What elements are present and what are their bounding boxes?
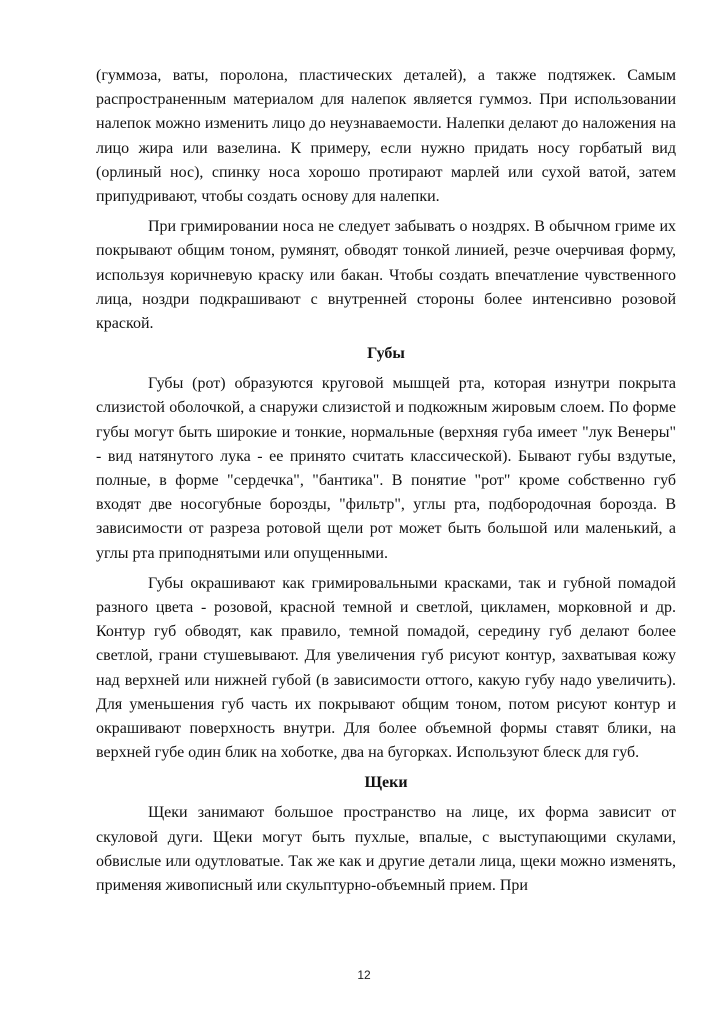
paragraph-lips-anatomy: Губы (рот) образуются круговой мышцей рта, которая изнутри покрыта слизистой оболочкой, а снаружи слизистой и подкожным жировым слоем. По форме губы могут быть широкие и тонкие, нормальные (верхняя губа имеет "лук Венеры" - вид натянутого лука - ее принято считать классической). Бывают губы вздутые, полные, в форме "сердечка", "бантика". В понятие "рот" кроме собственно губ входят две носогубные борозды, "фильтр", углы рта, подбородочная борозда. В зависимости от разреза ротовой щели рот может быть большой или маленький, а углы рта приподнятыми или опущенными.: [96, 375, 676, 562]
page-number: 12: [357, 968, 371, 982]
section-heading-cheeks: Щеки: [364, 774, 408, 792]
paragraph-lips-makeup: Губы окрашивают как гримировальными красками, так и губной помадой разного цвета - розовой, красной темной и светлой, цикламен, морковной и др. Контур губ обводят, как правило, темной помадой, середину губ делают более светлой, грани стушевывают. Для увеличения губ рисуют контур, захватывая кожу над верхней или нижней губой (в зависимости оттого, какую губу надо увеличить). Для уменьшения губ часть их покрывают общим тоном, потом рисуют контур и окрашивают поверхность внутри. Для более объемной формы ставят блики, на верхней губе один блик на хоботке, два на бугорках. Используют блеск для губ.: [96, 574, 676, 762]
page-body: [96, 64, 676, 898]
section-heading-lips: Губы: [367, 345, 405, 363]
paragraph-intro-continued: (гуммоза, ваты, поролона, пластических деталей), а также подтяжек. Самым распространенным материалом для налепок является гуммоз. При использовании налепок можно изменить лицо до неузнаваемости. Налепки делают до наложения на лицо жира или вазелина. К примеру, если нужно придать носу горбатый вид (орлиный нос), спинку носа хорошо протирают марлей или сухой ватой, затем припудривают, чтобы создать основу для налепки.: [96, 67, 676, 206]
paragraph-nostrils: При гримировании носа не следует забывать о ноздрях. В обычном гриме их покрывают общим тоном, румянят, обводят тонкой линией, резче очерчивая форму, используя коричневую краску или бакан. Чтобы создать впечатление чувственного лица, ноздри подкрашивают с внутренней стороны более интенсивно розовой краской.: [96, 218, 676, 333]
paragraph-cheeks: Щеки занимают большое пространство на лице, их форма зависит от скуловой дуги. Щеки могут быть пухлые, впалые, с выступающими скулами, обвислые или одутловатые. Так же как и другие детали лица, щеки можно изменять, применяя живописный или скульптурно-объемный прием. При: [96, 804, 676, 895]
